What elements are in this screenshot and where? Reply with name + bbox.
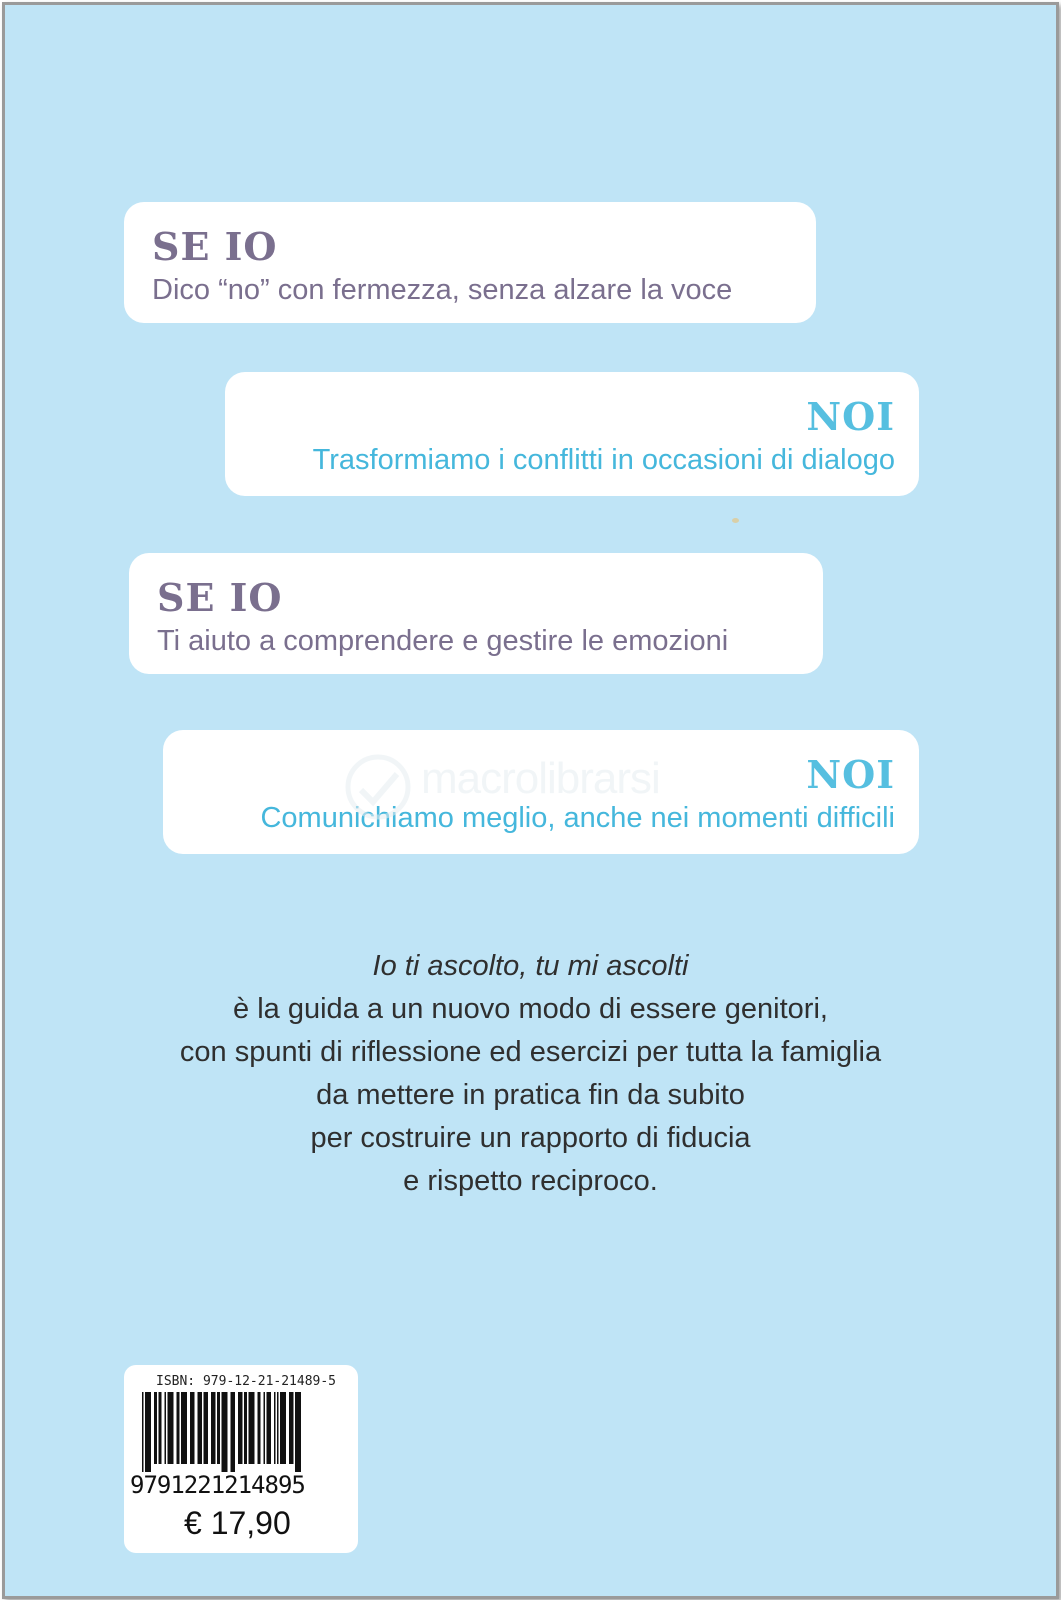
barcode-bar	[181, 1392, 187, 1464]
barcode-bar	[222, 1392, 228, 1472]
blurb-line: con spunti di riflessione ed esercizi per tutta la famiglia	[179, 1036, 882, 1068]
barcode-bar	[249, 1392, 255, 1464]
barcode-bar	[168, 1392, 174, 1464]
speech-bubble-se-io-2	[129, 553, 823, 674]
book-title: Io ti ascolto, tu mi ascolti	[372, 950, 689, 982]
barcode-bar	[267, 1392, 272, 1464]
speech-bubble-noi-1	[225, 372, 919, 496]
bubble-tag: NOI	[806, 394, 895, 439]
blurb-line: e rispetto reciproco.	[403, 1165, 658, 1197]
barcode-bar	[190, 1392, 195, 1464]
paper-speck	[732, 518, 739, 523]
blurb-line: è la guida a un nuovo modo di essere genitori,	[233, 993, 828, 1025]
back-cover	[2, 2, 1059, 1599]
barcode-bar	[204, 1392, 209, 1464]
barcode-bar	[289, 1392, 294, 1464]
barcode-bar	[280, 1392, 286, 1464]
blurb-line: per costruire un rapporto di fiducia	[310, 1122, 751, 1154]
bubble-tag: NOI	[806, 752, 895, 797]
bubble-text: Trasformiamo i conflitti in occasioni di dialogo	[312, 444, 895, 476]
description-blurb	[5, 945, 1056, 1203]
barcode-bar	[238, 1392, 243, 1464]
barcode-bar	[145, 1392, 151, 1472]
barcode-bar	[258, 1392, 261, 1464]
barcode-bar	[277, 1392, 279, 1464]
barcode-bar	[217, 1392, 220, 1464]
bubble-tag: SE IO	[152, 224, 278, 269]
barcode-bar	[198, 1392, 203, 1464]
bubble-text: Dico “no” con fermezza, senza alzare la voce	[152, 274, 733, 306]
barcode-bar	[244, 1392, 247, 1464]
barcode-bar	[142, 1392, 144, 1472]
blurb-line: da mettere in pratica fin da subito	[316, 1079, 745, 1111]
bubble-text: Comunichiamo meglio, anche nei momenti difficili	[260, 802, 895, 834]
speech-bubble-noi-2	[163, 730, 919, 854]
barcode-bar	[264, 1392, 266, 1464]
barcode-bar	[165, 1392, 167, 1464]
bubble-text: Ti aiuto a comprendere e gestire le emozioni	[157, 625, 729, 657]
barcode-bar	[211, 1392, 216, 1464]
barcode-bar	[231, 1392, 236, 1472]
bubble-tag: SE IO	[157, 575, 283, 620]
price: € 17,90	[184, 1505, 291, 1541]
speech-bubble-se-io-1	[124, 202, 816, 323]
barcode-bar	[274, 1392, 276, 1464]
barcode-bar	[159, 1392, 162, 1464]
barcode-bar	[154, 1392, 157, 1464]
barcode	[140, 1392, 344, 1472]
ean-digits: 9791221214895	[130, 1471, 305, 1499]
watermark-text: macrolibrarsi	[421, 754, 660, 803]
barcode-bar	[295, 1392, 301, 1472]
barcode-bar	[177, 1392, 180, 1464]
isbn-label: ISBN: 979-12-21-21489-5	[156, 1374, 337, 1389]
barcode-box	[124, 1365, 358, 1553]
